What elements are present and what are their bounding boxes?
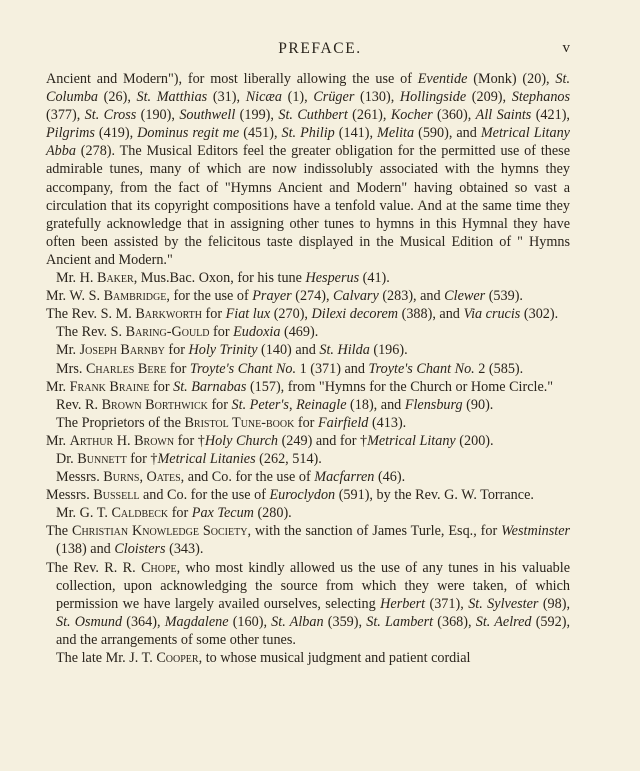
paragraph xyxy=(46,287,570,305)
text-run: (413). xyxy=(368,414,407,431)
contributor-name: Christian Knowledge Society xyxy=(72,523,248,540)
text-run: , who most kindly allowed us the use of any tunes in his valuable collection, upon acknowledging the source from which they were taken, of which permission we have largely availed ourselves, selecting xyxy=(56,559,571,612)
text-run: (388), and xyxy=(398,306,464,323)
running-header xyxy=(0,40,640,62)
contributor-name: Chope xyxy=(141,559,177,576)
text-run: Mrs. xyxy=(56,360,86,377)
text-run: for xyxy=(149,378,174,395)
text-run: Mr. G. T. xyxy=(56,505,112,522)
text-run: (196). xyxy=(369,342,408,359)
contributor-name: Burns xyxy=(103,469,140,486)
page-title: PREFACE. xyxy=(278,40,362,57)
text-run: The Rev. R. R. xyxy=(46,559,142,576)
text-run: (539). xyxy=(485,288,523,305)
text-run: (190), xyxy=(136,107,180,124)
tune-title: Eventide xyxy=(417,71,468,87)
text-run: (249) and for † xyxy=(278,432,368,449)
tune-title: St. Lambert xyxy=(366,613,434,630)
tune-title: Flensburg xyxy=(404,396,463,413)
paragraph xyxy=(46,486,570,504)
tune-title: Metrical Litanies xyxy=(157,450,256,467)
tune-title: Pax Tecum xyxy=(191,505,254,522)
tune-title: Macfarren xyxy=(314,469,375,486)
paragraph xyxy=(46,649,570,667)
text-run: (199), xyxy=(235,107,279,124)
tune-title: St. Alban xyxy=(271,613,324,630)
text-run: (130), xyxy=(354,89,400,106)
text-run: (262, 514). xyxy=(255,450,322,467)
tune-title: St. Peter's xyxy=(231,396,289,413)
text-run: Messrs. xyxy=(46,487,94,504)
contributor-name: Bambridge xyxy=(103,288,167,305)
text-run: Ancient and Modern"), for most liberally allowing the use of xyxy=(46,71,418,87)
paragraph xyxy=(46,432,570,450)
text-run: , with the sanction of James Turle, Esq., for xyxy=(247,523,502,540)
contributor-name: Barkworth xyxy=(135,306,202,323)
text-run: , for the use of xyxy=(166,288,253,305)
tune-title: Kocher xyxy=(390,107,433,124)
tune-title: Holy Church xyxy=(204,432,279,449)
text-run: for xyxy=(207,396,232,413)
text-run: 2 (585). xyxy=(474,360,524,377)
text-run: (18), and xyxy=(346,396,405,413)
tune-title: St. Matthias xyxy=(136,89,208,106)
text-run: Dr. xyxy=(56,450,78,467)
text-run: Mr. xyxy=(56,342,80,359)
tune-title: St. Barnabas xyxy=(173,378,247,395)
text-run: for xyxy=(209,324,234,341)
paragraph xyxy=(46,341,570,359)
text-run: (Monk) (20), xyxy=(467,71,556,87)
tune-title: Crüger xyxy=(313,89,355,106)
text-run: for xyxy=(164,342,189,359)
tune-title: Fairfield xyxy=(317,414,369,431)
text-run: Messrs. xyxy=(56,469,104,486)
tune-title: St. Hilda xyxy=(319,342,370,359)
text-run: (591), by the Rev. G. W. Torrance. xyxy=(335,487,534,504)
paragraph xyxy=(46,414,570,432)
text-run: (359), xyxy=(323,613,367,630)
text-run: (278). The Musical Editors feel the greater obligation for the permitted use of these admirable tunes, many of which are now indissolubly associated with the hymns they accompany, from the fact of "Hymns Ancient and Modern" having obtained so vast a circulation that its copyright compositions have a tenfold value. And at the same time they gratefully acknowledge that in assigning other tunes to hymns in this Hymnal they have often been assisted by the felicitous taste displayed in the Musical Edition of " Hymns Ancient and Modern." xyxy=(46,143,570,268)
text-run: (280). xyxy=(253,505,292,522)
tune-title: Cloisters xyxy=(114,541,166,558)
tune-title: Eudoxia xyxy=(233,324,281,341)
tune-title: Calvary xyxy=(333,288,379,305)
text-run: (46). xyxy=(374,469,406,486)
contributor-name: Bussell xyxy=(93,487,140,504)
text-run: (302). xyxy=(520,306,559,323)
text-run: Mr. xyxy=(46,432,70,449)
text-run: (360), xyxy=(432,107,476,124)
tune-title: Stephanos xyxy=(511,89,571,106)
contributor-name: Joseph Barnby xyxy=(79,342,165,359)
text-run: for xyxy=(168,505,192,522)
tune-title: St. Columba xyxy=(46,71,571,106)
text-run: (592), and the arrangements of some other tunes. xyxy=(56,613,570,648)
contributor-name: Cooper xyxy=(156,650,199,666)
paragraph xyxy=(46,504,570,522)
text-run: (590), and xyxy=(414,125,481,142)
tune-title: Reinagle xyxy=(296,396,347,413)
text-run: Rev. R. xyxy=(56,396,102,413)
text-run: (364), xyxy=(122,613,165,630)
tune-title: Hollingside xyxy=(399,89,467,106)
text-run: (261), xyxy=(347,107,391,124)
text-run: for † xyxy=(126,450,158,467)
paragraph xyxy=(46,305,570,323)
text-run: for xyxy=(166,360,190,377)
contributor-name: Arthur H. Brown xyxy=(69,432,175,449)
text-run: for † xyxy=(174,432,205,449)
text-run: (157), from "Hymns for the Church or Home Circle." xyxy=(246,378,554,395)
text-run: Mr. H. xyxy=(56,270,97,287)
paragraph xyxy=(46,559,570,649)
paragraph xyxy=(46,70,570,269)
page-number: v xyxy=(562,40,570,56)
tune-title: Fiat lux xyxy=(225,306,271,323)
tune-title: Metrical Litany Abba xyxy=(46,125,570,160)
paragraph xyxy=(46,323,570,341)
tune-title: Via crucis xyxy=(463,306,521,323)
text-run: (160), xyxy=(228,613,272,630)
contributor-name: Brown Borthwick xyxy=(101,396,208,413)
text-run: The Rev. S. xyxy=(56,324,126,341)
text-run: Mr. W. S. xyxy=(46,288,104,305)
text-run: (343). xyxy=(165,541,204,558)
paragraph xyxy=(46,360,570,378)
tune-title: Hesperus xyxy=(305,270,360,287)
tune-title: St. Sylvester xyxy=(468,595,539,612)
text-run: (41). xyxy=(359,270,390,287)
paragraph xyxy=(46,378,570,396)
paragraph xyxy=(46,522,570,558)
text-run: for xyxy=(201,306,226,323)
tune-title: Magdalene xyxy=(164,613,229,630)
text-run: (1), xyxy=(281,89,314,106)
text-run: (209), xyxy=(466,89,512,106)
paragraph xyxy=(46,450,570,468)
tune-title: Euroclydon xyxy=(269,487,336,504)
text-run: (31), xyxy=(207,89,246,106)
tune-title: St. Osmund xyxy=(56,613,123,630)
tune-title: Prayer xyxy=(252,288,292,305)
tune-title: Nicæa xyxy=(245,89,282,106)
tune-title: All Saints xyxy=(475,107,532,124)
tune-title: Dilexi decorem xyxy=(311,306,399,323)
contributor-name: Bristol Tune-book xyxy=(184,414,295,431)
tune-title: Dominus regit me xyxy=(137,125,240,142)
text-run: The Rev. S. M. xyxy=(46,306,136,323)
paragraph xyxy=(46,396,570,414)
tune-title: Herbert xyxy=(380,595,426,612)
contributor-name: Baring-Gould xyxy=(125,324,210,341)
text-run: (377), xyxy=(46,107,85,124)
tune-title: Melita xyxy=(377,125,415,142)
text-run: (98), xyxy=(538,595,571,612)
text-run: , and Co. for the use of xyxy=(180,469,315,486)
tune-title: Southwell xyxy=(179,107,236,124)
paragraph xyxy=(46,468,570,486)
tune-title: Metrical Litany xyxy=(367,432,456,449)
tune-title: Troyte's Chant No. xyxy=(368,360,475,377)
contributor-name: Oates xyxy=(146,469,181,486)
contributor-name: Bunnett xyxy=(77,450,127,467)
text-run: and Co. for the use of xyxy=(139,487,270,504)
text-run: (90). xyxy=(462,396,494,413)
text-run: , xyxy=(288,396,297,413)
tune-title: St. Philip xyxy=(281,125,335,142)
text-run: , Mus.Bac. Oxon, for his tune xyxy=(133,270,306,287)
text-run: , to whose musical judgment and patient cordial xyxy=(198,650,471,666)
text-run: (141), xyxy=(334,125,378,142)
contributor-name: Baker xyxy=(97,270,134,287)
tune-title: St. Aelred xyxy=(475,613,532,630)
text-run: (270), xyxy=(270,306,312,323)
text-run: The late Mr. J. T. xyxy=(56,650,157,666)
text-run: (26), xyxy=(98,89,137,106)
text-run: The xyxy=(46,523,72,540)
paragraph xyxy=(46,269,570,287)
tune-title: Westminster xyxy=(501,523,571,540)
text-run: for xyxy=(294,414,318,431)
tune-title: Troyte's Chant No. xyxy=(189,360,297,377)
tune-title: Pilgrims xyxy=(46,125,95,142)
text-run: (451), xyxy=(239,125,282,142)
tune-title: Holy Trinity xyxy=(188,342,258,359)
text-run: (469). xyxy=(280,324,319,341)
contributor-name: Caldbeck xyxy=(111,505,169,522)
text-run: 1 (371) and xyxy=(296,360,369,377)
text-run: (274), xyxy=(291,288,334,305)
text-run: (140) and xyxy=(257,342,320,359)
text-run: Mr. xyxy=(46,378,70,395)
tune-title: St. Cuthbert xyxy=(278,107,348,124)
text-run: (421), xyxy=(531,107,570,124)
preface-body xyxy=(46,70,570,667)
text-run: The Proprietors of the xyxy=(56,414,185,431)
contributor-name: Frank Braine xyxy=(69,378,150,395)
text-run: (419), xyxy=(94,125,138,142)
tune-title: Clewer xyxy=(444,288,486,305)
text-run: (283), and xyxy=(378,288,445,305)
text-run: (138) and xyxy=(56,541,115,558)
text-run: (200). xyxy=(455,432,494,449)
text-run: , xyxy=(139,469,147,486)
text-run: (368), xyxy=(433,613,476,630)
tune-title: St. Cross xyxy=(84,107,137,124)
contributor-name: Charles Bere xyxy=(85,360,167,377)
text-run: (371), xyxy=(425,595,469,612)
